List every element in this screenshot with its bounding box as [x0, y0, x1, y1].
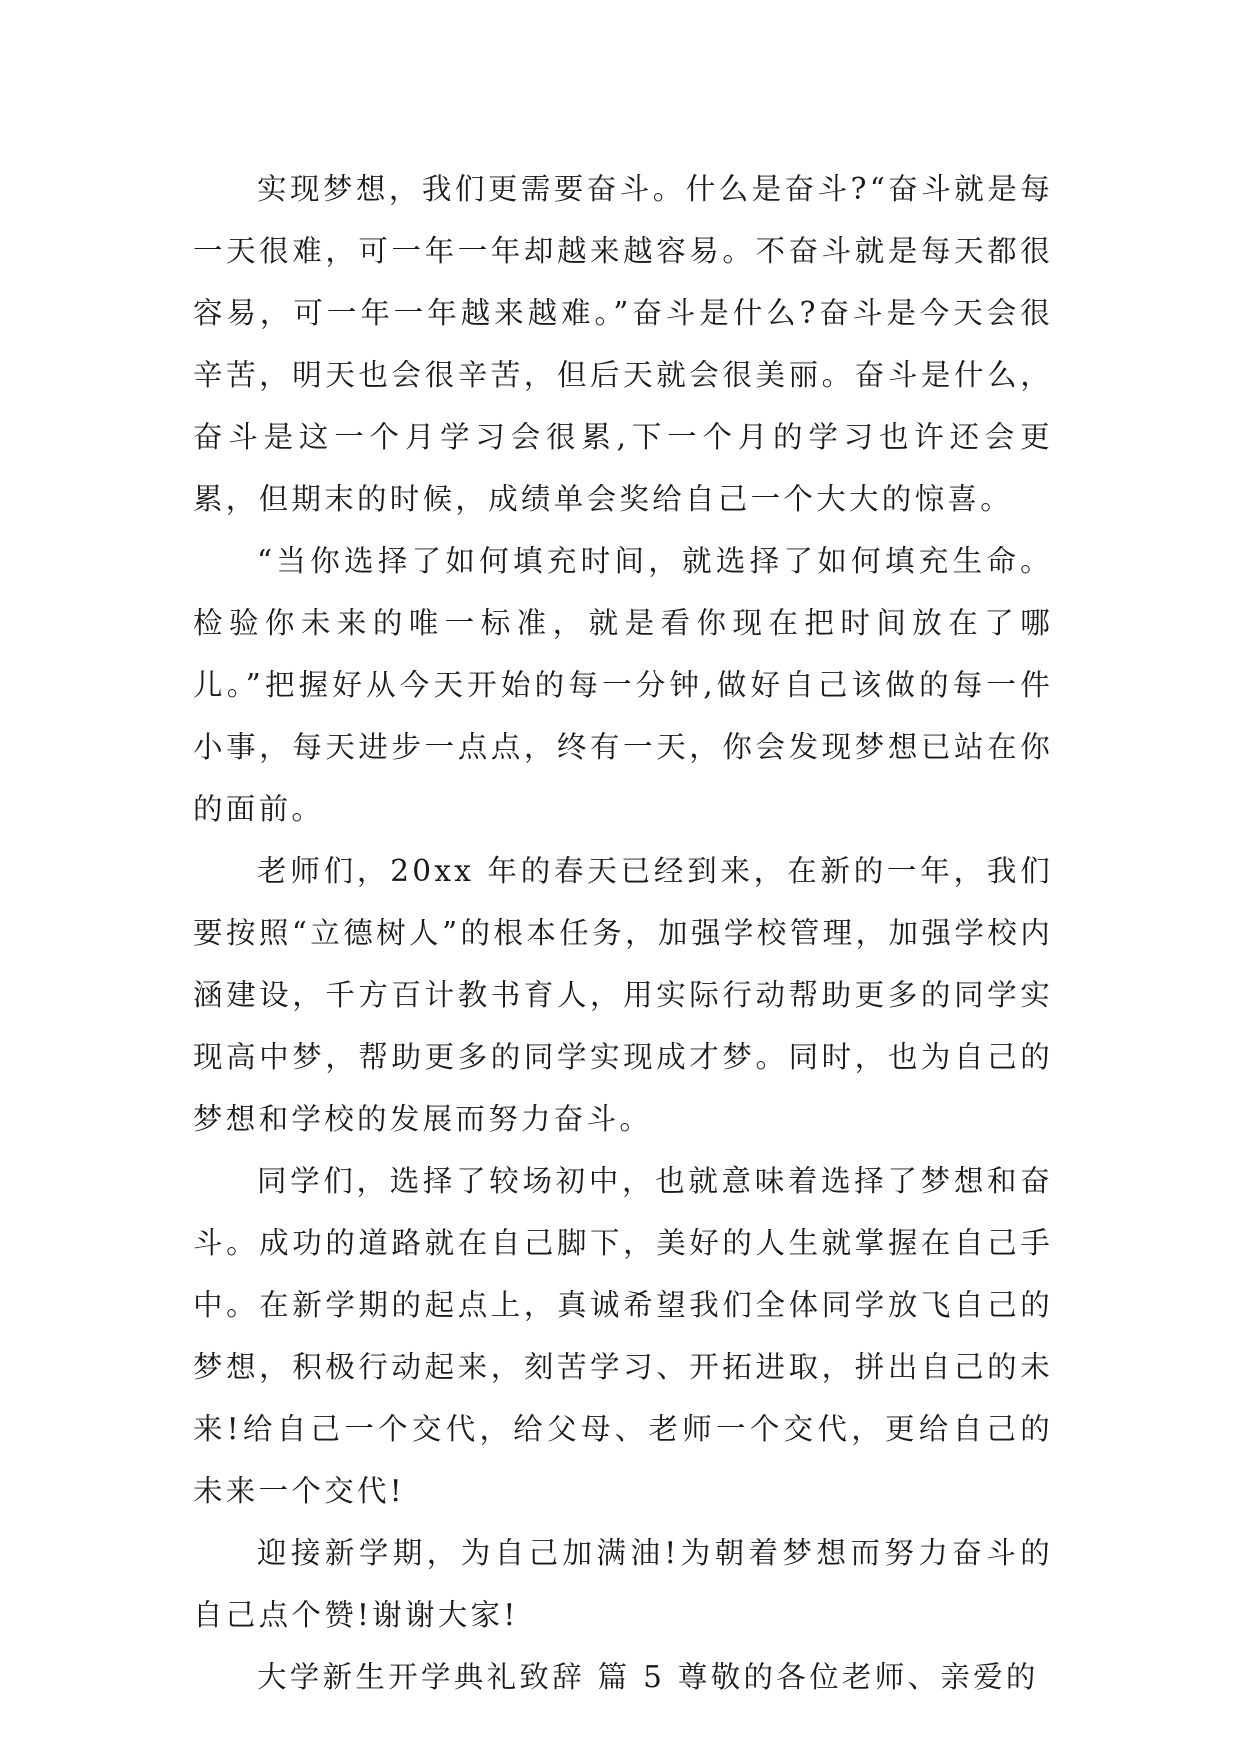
- paragraph-3: 老师们，20xx 年的春天已经到来，在新的一年，我们要按照“立德树人”的根本任务，加强学校管理，加强学校内涵建设，千方百计教书育人，用实际行动帮助更多的同学实现高中梦，帮助更多的同学实现成才梦。同时，也为自己的梦想和学校的发展而努力奋斗。: [193, 854, 1053, 1136]
- paragraph-6-heading-line: 大学新生开学典礼致辞 篇 5 尊敬的各位老师、亲爱的: [257, 1660, 1039, 1694]
- document-body: [193, 158, 1053, 1708]
- paragraph-1: 实现梦想，我们更需要奋斗。什么是奋斗?“奋斗就是每一天很难，可一年一年却越来越容易。不奋斗就是每天都很容易，可一年一年越来越难。”奋斗是什么?奋斗是今天会很辛苦，明天也会很辛苦，但后天就会很美丽。奋斗是什么，奋斗是这一个月学习会很累,下一个月的学习也许还会更累，但期末的时候，成绩单会奖给自己一个大大的惊喜。: [193, 172, 1053, 516]
- paragraph-4: 同学们，选择了较场初中，也就意味着选择了梦想和奋斗。成功的道路就在自己脚下，美好的人生就掌握在自己手中。在新学期的起点上，真诚希望我们全体同学放飞自己的梦想，积极行动起来，刻苦学习、开拓进取，拼出自己的未来!给自己一个交代，给父母、老师一个交代，更给自己的未来一个交代!: [193, 1164, 1053, 1508]
- paragraph-2: “当你选择了如何填充时间，就选择了如何填充生命。检验你未来的唯一标准，就是看你现在把时间放在了哪儿。”把握好从今天开始的每一分钟,做好自己该做的每一件小事，每天进步一点点，终有一天，你会发现梦想已站在你的面前。: [193, 544, 1053, 826]
- paragraph-5: 迎接新学期，为自己加满油!为朝着梦想而努力奋斗的自己点个赞!谢谢大家!: [193, 1536, 1053, 1632]
